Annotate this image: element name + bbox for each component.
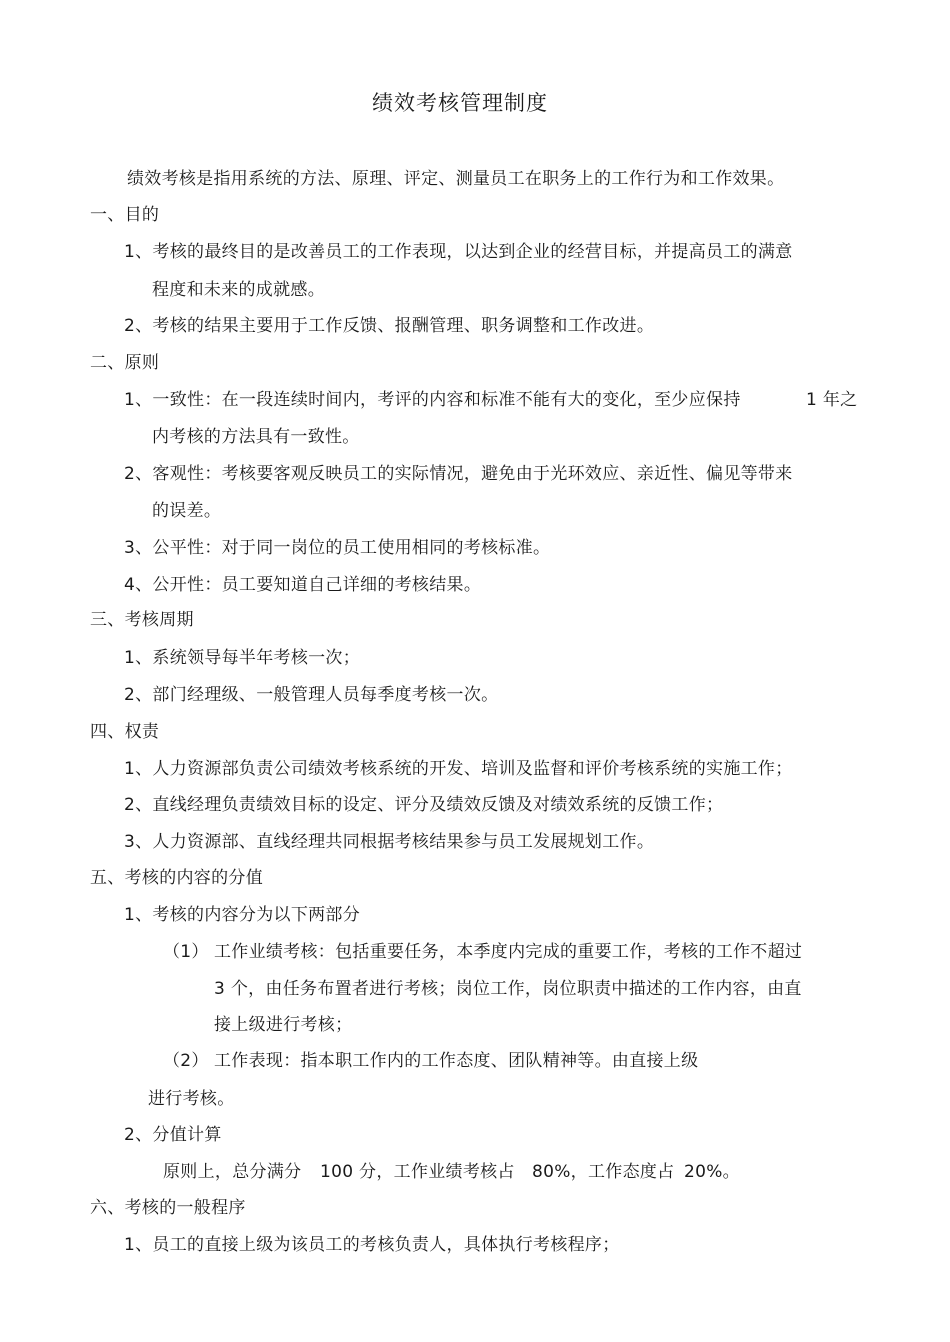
sub-item-marker: （2） xyxy=(163,1051,209,1071)
list-item: 1、人力资源部负责公司绩效考核系统的开发、培训及监督和评价考核系统的实施工作； xyxy=(124,759,793,779)
section-heading: 二、原则 xyxy=(90,353,160,373)
list-item: 3、人力资源部、直线经理共同根据考核结果参与员工发展规划工作。 xyxy=(124,832,655,852)
list-item: 1、考核的内容分为以下两部分 xyxy=(124,905,361,925)
list-item: 2、部门经理级、一般管理人员每季度考核一次。 xyxy=(124,685,499,705)
list-item: 4、公开性：员工要知道自己详细的考核结果。 xyxy=(124,575,482,595)
list-item: 2、考核的结果主要用于工作反馈、报酬管理、职务调整和工作改进。 xyxy=(124,316,655,336)
list-item-continuation: 内考核的方法具有一致性。 xyxy=(152,427,360,447)
score-text: 80%，工作态度占 xyxy=(532,1162,675,1182)
section-heading: 五、考核的内容的分值 xyxy=(90,868,263,888)
list-item: 3、公平性：对于同一岗位的员工使用相同的考核标准。 xyxy=(124,538,551,558)
document-title: 绩效考核管理制度 xyxy=(372,91,548,115)
sub-item-continuation: 进行考核。 xyxy=(148,1089,235,1109)
score-text: 100 分，工作业绩考核占 xyxy=(320,1162,515,1182)
list-item: 1、系统领导每半年考核一次； xyxy=(124,648,361,668)
section-heading: 四、权责 xyxy=(90,722,160,742)
list-item: 1、员工的直接上级为该员工的考核负责人，具体执行考核程序； xyxy=(124,1235,620,1255)
sub-item-marker: （1） xyxy=(163,942,209,962)
sub-item-continuation: 接上级进行考核； xyxy=(214,1015,353,1035)
intro-paragraph: 绩效考核是指用系统的方法、原理、评定、测量员工在职务上的工作行为和工作效果。 xyxy=(127,169,785,189)
score-text: 20%。 xyxy=(684,1162,740,1182)
list-item-continuation: 的误差。 xyxy=(152,501,222,521)
score-text: 原则上，总分满分 xyxy=(163,1162,302,1182)
list-item-number: 1 年之 xyxy=(806,390,858,410)
list-item: 2、分值计算 xyxy=(124,1125,222,1145)
list-item: 2、直线经理负责绩效目标的设定、评分及绩效反馈及对绩效系统的反馈工作； xyxy=(124,795,724,815)
section-heading: 三、考核周期 xyxy=(90,610,194,630)
sub-item: 工作业绩考核：包括重要任务，本季度内完成的重要工作，考核的工作不超过 xyxy=(214,942,803,962)
section-heading: 一、目的 xyxy=(90,205,160,225)
list-item: 1、考核的最终目的是改善员工的工作表现，以达到企业的经营目标，并提高员工的满意 xyxy=(124,242,793,262)
list-item: 1、一致性：在一段连续时间内，考评的内容和标准不能有大的变化，至少应保持 xyxy=(124,390,741,410)
sub-item-continuation: 3 个，由任务布置者进行考核；岗位工作，岗位职责中描述的工作内容，由直 xyxy=(214,979,802,999)
list-item: 2、客观性：考核要客观反映员工的实际情况，避免由于光环效应、亲近性、偏见等带来 xyxy=(124,464,793,484)
sub-item: 工作表现：指本职工作内的工作态度、团队精神等。由直接上级 xyxy=(214,1051,699,1071)
list-item-continuation: 程度和未来的成就感。 xyxy=(152,280,325,300)
section-heading: 六、考核的一般程序 xyxy=(90,1198,246,1218)
